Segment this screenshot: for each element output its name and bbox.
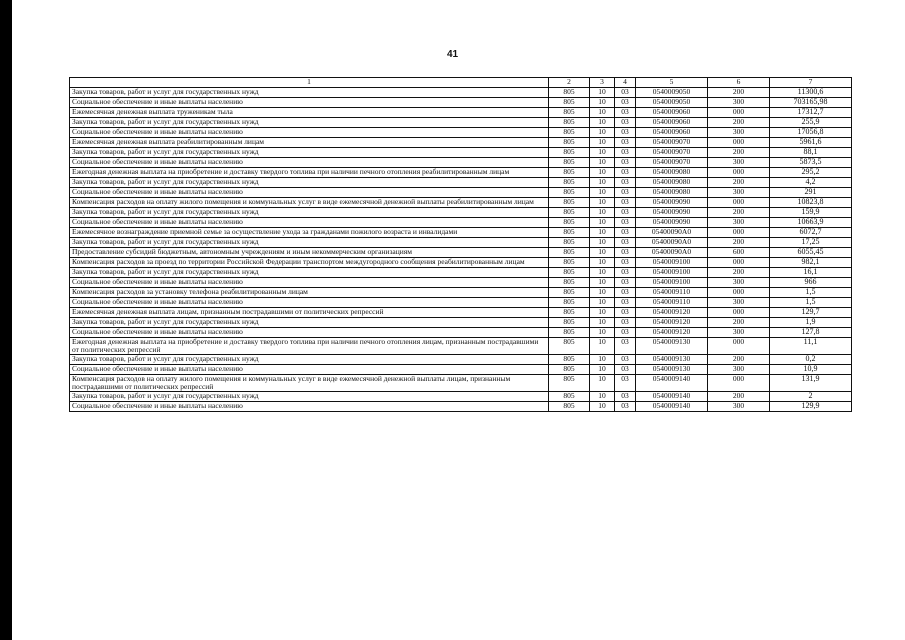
row-expense-type-cell: 200 <box>708 318 770 328</box>
row-section-cell: 10 <box>590 148 615 158</box>
row-target-code-cell: 0540009120 <box>636 308 708 318</box>
table-row <box>70 392 852 402</box>
row-subsection-cell: 03 <box>615 208 636 218</box>
row-section-cell: 10 <box>590 298 615 308</box>
row-name-cell: Ежегодная денежная выплата на приобретение и доставку твердого топлива при наличии печного отопления реабилитированным лицам <box>70 168 549 178</box>
row-subsection-cell: 03 <box>615 248 636 258</box>
row-grbs-cell: 805 <box>549 258 590 268</box>
table-row <box>70 298 852 308</box>
row-section-cell: 10 <box>590 238 615 248</box>
row-section-cell: 10 <box>590 188 615 198</box>
row-name-cell: Социальное обеспечение и иные выплаты населению <box>70 298 549 308</box>
table-row <box>70 128 852 138</box>
row-grbs-cell: 805 <box>549 128 590 138</box>
row-subsection-cell: 03 <box>615 178 636 188</box>
row-name-cell: Закупка товаров, работ и услуг для государственных нужд <box>70 238 549 248</box>
row-subsection-cell: 03 <box>615 298 636 308</box>
row-expense-type-cell: 000 <box>708 338 770 355</box>
row-target-code-cell: 0540009140 <box>636 392 708 402</box>
row-target-code-cell: 0540009110 <box>636 298 708 308</box>
table-row <box>70 98 852 108</box>
row-expense-type-cell: 200 <box>708 208 770 218</box>
row-section-cell: 10 <box>590 258 615 268</box>
row-expense-type-cell: 000 <box>708 375 770 392</box>
row-subsection-cell: 03 <box>615 118 636 128</box>
row-expense-type-cell: 300 <box>708 98 770 108</box>
row-grbs-cell: 805 <box>549 338 590 355</box>
row-amount-cell: 966 <box>770 278 852 288</box>
row-subsection-cell: 03 <box>615 392 636 402</box>
row-grbs-cell: 805 <box>549 248 590 258</box>
row-expense-type-cell: 300 <box>708 278 770 288</box>
row-subsection-cell: 03 <box>615 128 636 138</box>
row-subsection-cell: 03 <box>615 198 636 208</box>
table-row <box>70 328 852 338</box>
row-name-cell: Социальное обеспечение и иные выплаты населению <box>70 328 549 338</box>
row-section-cell: 10 <box>590 328 615 338</box>
row-target-code-cell: 0540009120 <box>636 328 708 338</box>
row-name-cell: Ежегодная денежная выплата на приобретение и доставку твердого топлива при наличии печного отопления лицам, признанным пострадавшими от политических репрессий <box>70 338 549 355</box>
table-row <box>70 278 852 288</box>
row-section-cell: 10 <box>590 288 615 298</box>
row-subsection-cell: 03 <box>615 338 636 355</box>
row-amount-cell: 11300,6 <box>770 88 852 98</box>
row-grbs-cell: 805 <box>549 278 590 288</box>
row-amount-cell: 127,8 <box>770 328 852 338</box>
row-name-cell: Социальное обеспечение и иные выплаты населению <box>70 98 549 108</box>
row-section-cell: 10 <box>590 402 615 412</box>
row-target-code-cell: 0540009130 <box>636 338 708 355</box>
row-grbs-cell: 805 <box>549 138 590 148</box>
row-section-cell: 10 <box>590 248 615 258</box>
table-row <box>70 218 852 228</box>
row-grbs-cell: 805 <box>549 148 590 158</box>
table-row <box>70 402 852 412</box>
table-header-row <box>70 78 852 88</box>
row-name-cell: Ежемесячная денежная выплата реабилитированным лицам <box>70 138 549 148</box>
row-subsection-cell: 03 <box>615 365 636 375</box>
row-amount-cell: 6072,7 <box>770 228 852 238</box>
row-grbs-cell: 805 <box>549 402 590 412</box>
row-name-cell: Ежемесячная денежная выплата труженикам тыла <box>70 108 549 118</box>
row-target-code-cell: 0540009070 <box>636 158 708 168</box>
row-subsection-cell: 03 <box>615 238 636 248</box>
table-row <box>70 148 852 158</box>
row-section-cell: 10 <box>590 365 615 375</box>
row-grbs-cell: 805 <box>549 375 590 392</box>
table-row <box>70 365 852 375</box>
row-grbs-cell: 805 <box>549 178 590 188</box>
row-target-code-cell: 0540009100 <box>636 278 708 288</box>
row-grbs-cell: 805 <box>549 98 590 108</box>
row-name-cell: Закупка товаров, работ и услуг для государственных нужд <box>70 208 549 218</box>
row-name-cell: Социальное обеспечение и иные выплаты населению <box>70 158 549 168</box>
row-name-cell: Социальное обеспечение и иные выплаты населению <box>70 218 549 228</box>
row-target-code-cell: 0540009130 <box>636 355 708 365</box>
row-subsection-cell: 03 <box>615 308 636 318</box>
row-amount-cell: 295,2 <box>770 168 852 178</box>
row-name-cell: Предоставление субсидий бюджетным, автономным учреждениям и иным некоммерческим организациям <box>70 248 549 258</box>
row-target-code-cell: 0540009090 <box>636 198 708 208</box>
row-grbs-cell: 805 <box>549 308 590 318</box>
table-row <box>70 118 852 128</box>
row-expense-type-cell: 000 <box>708 288 770 298</box>
row-section-cell: 10 <box>590 318 615 328</box>
row-section-cell: 10 <box>590 158 615 168</box>
row-section-cell: 10 <box>590 392 615 402</box>
row-name-cell: Ежемесячное вознаграждение приемной семье за осуществление ухода за гражданами пожилого возраста и инвалидами <box>70 228 549 238</box>
row-target-code-cell: 05400090А0 <box>636 248 708 258</box>
row-expense-type-cell: 200 <box>708 392 770 402</box>
row-name-cell: Компенсация расходов за установку телефона реабилитированным лицам <box>70 288 549 298</box>
row-expense-type-cell: 300 <box>708 218 770 228</box>
table-row <box>70 375 852 392</box>
table-row <box>70 318 852 328</box>
row-expense-type-cell: 200 <box>708 268 770 278</box>
row-subsection-cell: 03 <box>615 148 636 158</box>
row-section-cell: 10 <box>590 178 615 188</box>
row-target-code-cell: 0540009090 <box>636 208 708 218</box>
row-target-code-cell: 0540009050 <box>636 98 708 108</box>
row-section-cell: 10 <box>590 138 615 148</box>
row-subsection-cell: 03 <box>615 278 636 288</box>
row-amount-cell: 16,1 <box>770 268 852 278</box>
row-target-code-cell: 0540009080 <box>636 188 708 198</box>
row-section-cell: 10 <box>590 108 615 118</box>
table-row <box>70 138 852 148</box>
column-header: 5 <box>636 78 708 88</box>
row-target-code-cell: 05400090А0 <box>636 238 708 248</box>
table-row <box>70 248 852 258</box>
row-name-cell: Социальное обеспечение и иные выплаты населению <box>70 188 549 198</box>
row-expense-type-cell: 200 <box>708 238 770 248</box>
row-amount-cell: 6055,45 <box>770 248 852 258</box>
row-amount-cell: 255,9 <box>770 118 852 128</box>
row-expense-type-cell: 300 <box>708 328 770 338</box>
table-row <box>70 228 852 238</box>
row-expense-type-cell: 200 <box>708 148 770 158</box>
table-row <box>70 355 852 365</box>
row-amount-cell: 17312,7 <box>770 108 852 118</box>
row-expense-type-cell: 200 <box>708 88 770 98</box>
row-amount-cell: 129,7 <box>770 308 852 318</box>
row-grbs-cell: 805 <box>549 298 590 308</box>
row-subsection-cell: 03 <box>615 268 636 278</box>
row-target-code-cell: 0540009090 <box>636 218 708 228</box>
table-row <box>70 108 852 118</box>
row-expense-type-cell: 200 <box>708 355 770 365</box>
row-target-code-cell: 0540009060 <box>636 118 708 128</box>
row-grbs-cell: 805 <box>549 268 590 278</box>
row-section-cell: 10 <box>590 128 615 138</box>
row-target-code-cell: 0540009060 <box>636 108 708 118</box>
row-grbs-cell: 805 <box>549 318 590 328</box>
row-expense-type-cell: 000 <box>708 168 770 178</box>
row-subsection-cell: 03 <box>615 98 636 108</box>
row-amount-cell: 1,5 <box>770 288 852 298</box>
row-name-cell: Компенсация расходов на оплату жилого помещения и коммунальных услуг в виде ежемесячной денежной выплаты реабилитированным лицам <box>70 198 549 208</box>
row-expense-type-cell: 300 <box>708 158 770 168</box>
row-target-code-cell: 0540009070 <box>636 138 708 148</box>
row-name-cell: Закупка товаров, работ и услуг для государственных нужд <box>70 178 549 188</box>
row-target-code-cell: 0540009100 <box>636 258 708 268</box>
table-row <box>70 158 852 168</box>
row-expense-type-cell: 200 <box>708 118 770 128</box>
row-grbs-cell: 805 <box>549 288 590 298</box>
table-row <box>70 258 852 268</box>
row-section-cell: 10 <box>590 218 615 228</box>
row-expense-type-cell: 300 <box>708 188 770 198</box>
row-grbs-cell: 805 <box>549 168 590 178</box>
row-section-cell: 10 <box>590 355 615 365</box>
row-target-code-cell: 0540009120 <box>636 318 708 328</box>
row-target-code-cell: 0540009140 <box>636 375 708 392</box>
table-row <box>70 208 852 218</box>
page-number: 41 <box>446 49 459 60</box>
row-amount-cell: 982,1 <box>770 258 852 268</box>
row-amount-cell: 17056,8 <box>770 128 852 138</box>
row-section-cell: 10 <box>590 375 615 392</box>
table-row <box>70 308 852 318</box>
row-target-code-cell: 0540009060 <box>636 128 708 138</box>
row-target-code-cell: 0540009110 <box>636 288 708 298</box>
row-subsection-cell: 03 <box>615 158 636 168</box>
row-target-code-cell: 0540009050 <box>636 88 708 98</box>
row-expense-type-cell: 300 <box>708 402 770 412</box>
row-amount-cell: 0,2 <box>770 355 852 365</box>
table-row <box>70 268 852 278</box>
row-name-cell: Компенсация расходов на оплату жилого помещения и коммунальных услуг в виде ежемесячной денежной выплаты лицам, признанным пострадавшими от политических репрессий <box>70 375 549 392</box>
row-amount-cell: 5873,5 <box>770 158 852 168</box>
row-amount-cell: 11,1 <box>770 338 852 355</box>
column-header: 4 <box>615 78 636 88</box>
row-section-cell: 10 <box>590 268 615 278</box>
table-row <box>70 238 852 248</box>
row-subsection-cell: 03 <box>615 402 636 412</box>
row-section-cell: 10 <box>590 308 615 318</box>
row-amount-cell: 10,9 <box>770 365 852 375</box>
row-amount-cell: 131,9 <box>770 375 852 392</box>
row-grbs-cell: 805 <box>549 188 590 198</box>
row-grbs-cell: 805 <box>549 208 590 218</box>
row-amount-cell: 291 <box>770 188 852 198</box>
row-expense-type-cell: 600 <box>708 248 770 258</box>
table-row <box>70 168 852 178</box>
row-amount-cell: 159,9 <box>770 208 852 218</box>
row-section-cell: 10 <box>590 278 615 288</box>
row-subsection-cell: 03 <box>615 375 636 392</box>
row-name-cell: Закупка товаров, работ и услуг для государственных нужд <box>70 268 549 278</box>
row-grbs-cell: 805 <box>549 158 590 168</box>
row-expense-type-cell: 300 <box>708 298 770 308</box>
column-header: 6 <box>708 78 770 88</box>
row-amount-cell: 10663,9 <box>770 218 852 228</box>
row-subsection-cell: 03 <box>615 188 636 198</box>
table-row <box>70 88 852 98</box>
table-body <box>70 88 852 412</box>
row-subsection-cell: 03 <box>615 108 636 118</box>
row-section-cell: 10 <box>590 228 615 238</box>
table-row <box>70 198 852 208</box>
row-name-cell: Закупка товаров, работ и услуг для государственных нужд <box>70 318 549 328</box>
row-name-cell: Закупка товаров, работ и услуг для государственных нужд <box>70 118 549 128</box>
row-subsection-cell: 03 <box>615 138 636 148</box>
row-target-code-cell: 05400090А0 <box>636 228 708 238</box>
row-name-cell: Компенсация расходов за проезд по территории Российской Федерации транспортом междугородного сообщения реабилитированным лицам <box>70 258 549 268</box>
row-name-cell: Закупка товаров, работ и услуг для государственных нужд <box>70 88 549 98</box>
row-amount-cell: 5961,6 <box>770 138 852 148</box>
row-amount-cell: 4,2 <box>770 178 852 188</box>
row-subsection-cell: 03 <box>615 168 636 178</box>
row-grbs-cell: 805 <box>549 88 590 98</box>
row-subsection-cell: 03 <box>615 218 636 228</box>
row-expense-type-cell: 300 <box>708 365 770 375</box>
table-row <box>70 178 852 188</box>
row-grbs-cell: 805 <box>549 392 590 402</box>
row-target-code-cell: 0540009100 <box>636 268 708 278</box>
row-expense-type-cell: 000 <box>708 228 770 238</box>
row-section-cell: 10 <box>590 168 615 178</box>
table-row <box>70 288 852 298</box>
row-name-cell: Закупка товаров, работ и услуг для государственных нужд <box>70 392 549 402</box>
row-section-cell: 10 <box>590 198 615 208</box>
row-name-cell: Социальное обеспечение и иные выплаты населению <box>70 128 549 138</box>
row-name-cell: Ежемесячная денежная выплата лицам, признанным пострадавшими от политических репрессий <box>70 308 549 318</box>
row-target-code-cell: 0540009070 <box>636 148 708 158</box>
table-row <box>70 338 852 355</box>
row-grbs-cell: 805 <box>549 218 590 228</box>
row-expense-type-cell: 300 <box>708 128 770 138</box>
row-amount-cell: 2 <box>770 392 852 402</box>
table-row <box>70 188 852 198</box>
row-amount-cell: 1,9 <box>770 318 852 328</box>
row-target-code-cell: 0540009130 <box>636 365 708 375</box>
row-grbs-cell: 805 <box>549 228 590 238</box>
row-subsection-cell: 03 <box>615 355 636 365</box>
row-amount-cell: 10823,8 <box>770 198 852 208</box>
column-header: 1 <box>70 78 549 88</box>
row-expense-type-cell: 200 <box>708 178 770 188</box>
row-subsection-cell: 03 <box>615 288 636 298</box>
row-amount-cell: 1,5 <box>770 298 852 308</box>
row-name-cell: Закупка товаров, работ и услуг для государственных нужд <box>70 355 549 365</box>
row-target-code-cell: 0540009080 <box>636 168 708 178</box>
row-section-cell: 10 <box>590 208 615 218</box>
row-subsection-cell: 03 <box>615 318 636 328</box>
row-grbs-cell: 805 <box>549 365 590 375</box>
row-subsection-cell: 03 <box>615 328 636 338</box>
row-grbs-cell: 805 <box>549 118 590 128</box>
row-amount-cell: 129,9 <box>770 402 852 412</box>
row-target-code-cell: 0540009140 <box>636 402 708 412</box>
row-amount-cell: 703165,98 <box>770 98 852 108</box>
row-expense-type-cell: 000 <box>708 198 770 208</box>
row-section-cell: 10 <box>590 338 615 355</box>
row-expense-type-cell: 000 <box>708 108 770 118</box>
row-amount-cell: 17,25 <box>770 238 852 248</box>
row-expense-type-cell: 000 <box>708 138 770 148</box>
row-target-code-cell: 0540009080 <box>636 178 708 188</box>
row-expense-type-cell: 000 <box>708 258 770 268</box>
budget-table <box>69 77 852 412</box>
row-amount-cell: 88,1 <box>770 148 852 158</box>
row-subsection-cell: 03 <box>615 228 636 238</box>
row-subsection-cell: 03 <box>615 88 636 98</box>
row-name-cell: Социальное обеспечение и иные выплаты населению <box>70 278 549 288</box>
row-name-cell: Социальное обеспечение и иные выплаты населению <box>70 402 549 412</box>
column-header: 2 <box>549 78 590 88</box>
row-section-cell: 10 <box>590 98 615 108</box>
row-grbs-cell: 805 <box>549 328 590 338</box>
column-header: 7 <box>770 78 852 88</box>
row-section-cell: 10 <box>590 118 615 128</box>
scan-edge-shadow <box>0 0 12 640</box>
row-grbs-cell: 805 <box>549 198 590 208</box>
row-grbs-cell: 805 <box>549 108 590 118</box>
row-grbs-cell: 805 <box>549 355 590 365</box>
column-header: 3 <box>590 78 615 88</box>
row-expense-type-cell: 000 <box>708 308 770 318</box>
row-subsection-cell: 03 <box>615 258 636 268</box>
row-grbs-cell: 805 <box>549 238 590 248</box>
row-section-cell: 10 <box>590 88 615 98</box>
row-name-cell: Закупка товаров, работ и услуг для государственных нужд <box>70 148 549 158</box>
row-name-cell: Социальное обеспечение и иные выплаты населению <box>70 365 549 375</box>
